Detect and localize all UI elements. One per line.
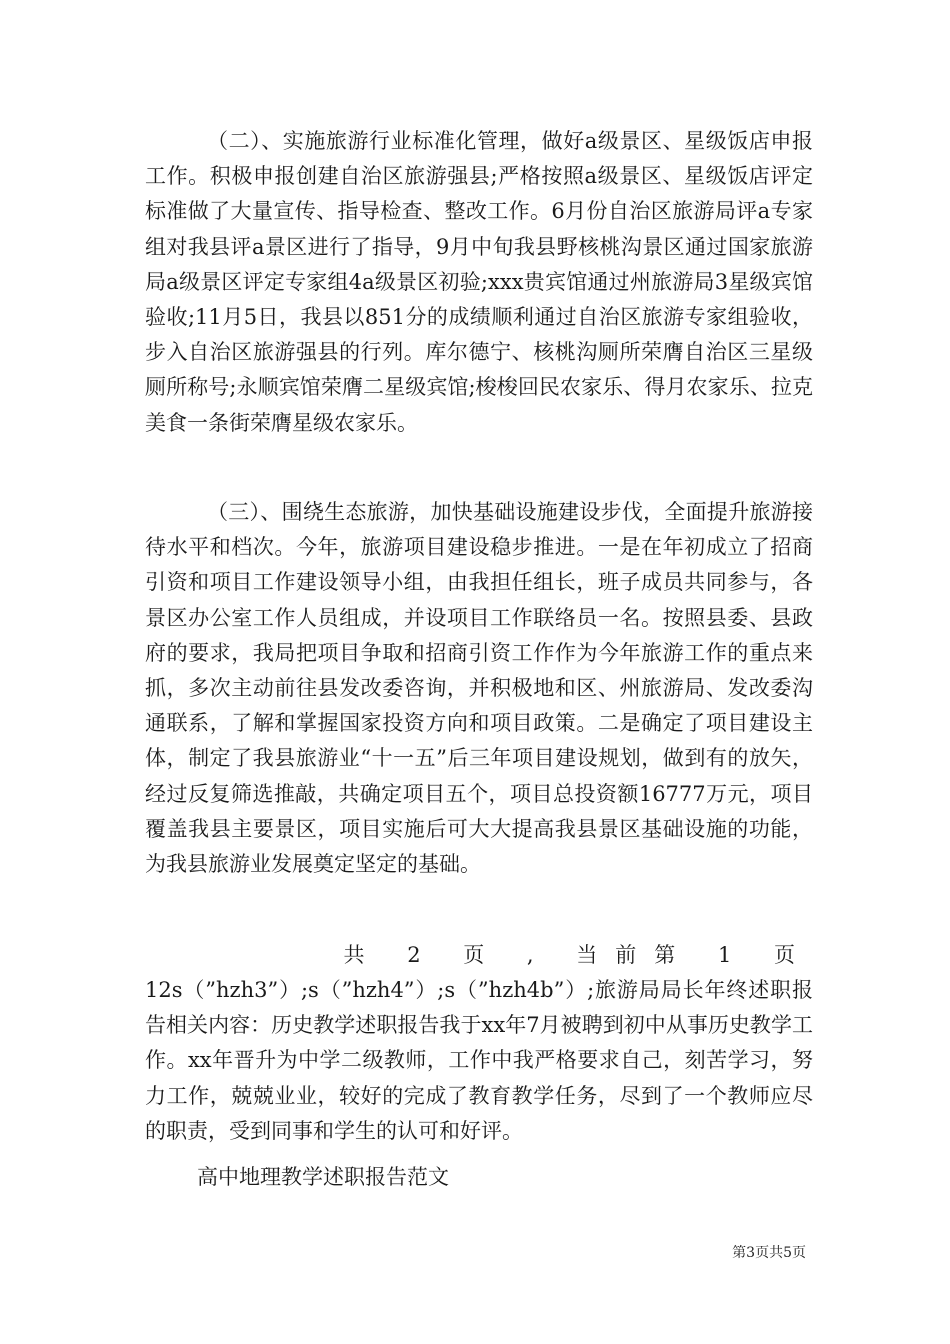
body-paragraph-1: （二）、实施旅游行业标准化管理，做好a级景区、星级饭店申报工作。积极申报创建自治区旅游强县;严格按照a级景区、星级饭店评定标准做了大量宣传、指导检查、整改工作。6月份自治区旅游局评a专家组对我县评a景区进行了指导，9月中旬我县野核桃沟景区通过国家旅游局a级景区评定专家组4a级景区初验;xxx贵宾馆通过州旅游局3星级宾馆验收;11月5日，我县以851分的成绩顺利通过自治区旅游专家组验收，步入自治区旅游强县的行列。库尔德宁、核桃沟厕所荣膺自治区三星级厕所称号;永顺宾馆荣膺二星级宾馆;梭梭回民农家乐、得月农家乐、拉克美食一条街荣膺星级农家乐。 bbox=[145, 129, 813, 435]
page-footer-number: 第3页共5页 bbox=[732, 1245, 806, 1261]
body-paragraph-2: （三）、围绕生态旅游，加快基础设施建设步伐，全面提升旅游接待水平和档次。今年，旅游项目建设稳步推进。一是在年初成立了招商引资和项目工作建设领导小组，由我担任组长，班子成员共同参与，各景区办公室工作人员组成，并设项目工作联络员一名。按照县委、县政府的要求，我局把项目争取和招商引资工作作为今年旅游工作的重点来抓，多次主动前往县发改委咨询，并积极地和区、州旅游局、发改委沟通联系，了解和掌握国家投资方向和项目政策。二是确定了项目建设主体，制定了我县旅游业“十一五”后三年项目建设规划，做到有的放矢，经过反复筛选推敲，共确定项目五个，项目总投资额16777万元，项目覆盖我县主要景区，项目实施后可大大提高我县景区基础设施的功能，为我县旅游业发展奠定坚定的基础。 bbox=[145, 500, 813, 877]
inline-page-counter: 共 2 页 , 当前第 1 页 bbox=[343, 943, 813, 967]
body-paragraph-3: 12s（”hzh3”）;s（”hzh4”）;s（”hzh4b”）;旅游局局长年终述职报告相关内容：历史教学述职报告我于xx年7月被聘到初中从事历史教学工作。xx年晋升为中学二级教师，工作中我严格要求自己，刻苦学习，努力工作，兢兢业业，较好的完成了教育教学任务，尽到了一个教师应尽的职责，受到同事和学生的认可和好评。 bbox=[145, 978, 813, 1143]
section-heading: 高中地理教学述职报告范文 bbox=[197, 1165, 449, 1189]
